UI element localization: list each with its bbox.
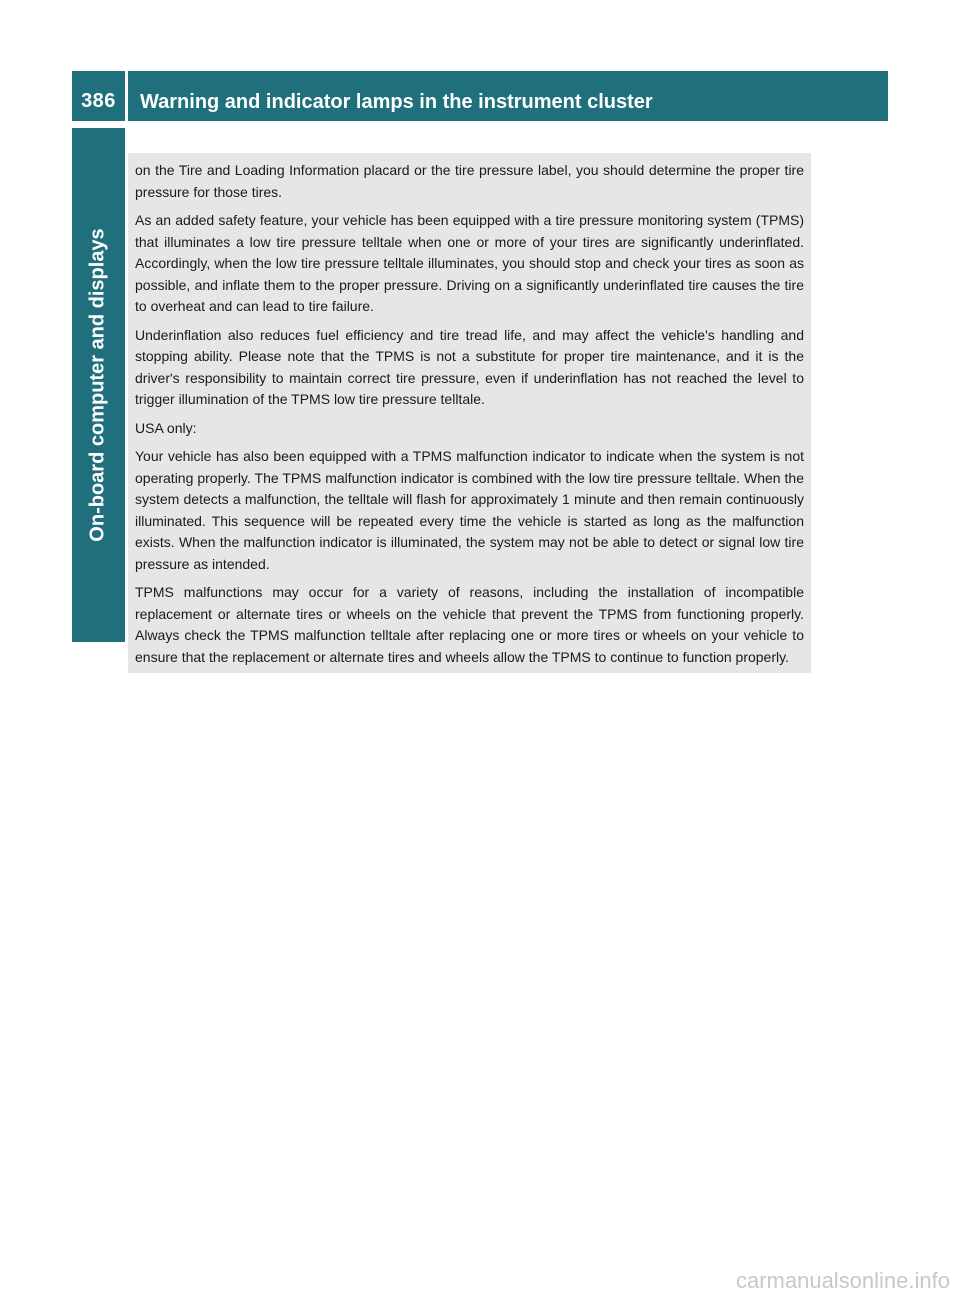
paragraph-usa-only: USA only: (135, 419, 197, 436)
paragraph-placard: on the Tire and Loading Information placard or the tire pressure label, you should determine the proper tire pressure for those tires. (135, 162, 804, 200)
watermark-text: carmanualsonline.info (735, 1268, 950, 1293)
paragraph-malfunction-causes: TPMS malfunctions may occur for a variety of reasons, including the installation of incompatible replacement or alternate tires or wheels on the vehicle that prevent the TPMS from functioning properly. Always check the TPMS malfunction telltale after replacing one or more tires or wheels on your vehicle to ensure that the replacement or alternate tires and wheels allow the TPMS to continue to function properly. (135, 584, 804, 665)
section-label: On-board computer and displays (86, 228, 109, 542)
paragraph-malfunction-indicator: Your vehicle has also been equipped with a TPMS malfunction indicator to indicate when the system is not operating properly. The TPMS malfunction indicator is combined with the low tire pressure telltale. When the system detects a malfunction, the telltale will flash for approximately 1 minute and then remain continuously illuminated. This sequence will be repeated every time the vehicle is started as long as the malfunction exists. When the malfunction indicator is illuminated, the system may not be able to detect or signal low tire pressure as intended. (135, 448, 804, 572)
page-number: 386 (81, 90, 116, 112)
chapter-title: Warning and indicator lamps in the instrument cluster (140, 91, 653, 113)
paragraph-underinflation: Underinflation also reduces fuel efficiency and tire tread life, and may affect the vehicle's handling and stopping ability. Please note that the TPMS is not a substitute for proper tire maintenance, and it is the driver's responsibility to maintain correct tire pressure, even if underinflation has not reached the level to trigger illumination of the TPMS low tire pressure telltale. (135, 326, 804, 407)
paragraph-tpms-safety: As an added safety feature, your vehicle has been equipped with a tire pressure monitoring system (TPMS) that illuminates a low tire pressure telltale when one or more of your tires are significantly underinflated. Accordingly, when the low tire pressure telltale illuminates, you should stop and check your tires as soon as possible, and inflate them to the proper pressure. Driving on a significantly underinflated tire causes the tire to overheat and can lead to tire failure. (135, 212, 804, 314)
info-box (128, 153, 811, 673)
side-tab-marker (72, 563, 125, 642)
header-divider (125, 71, 128, 121)
